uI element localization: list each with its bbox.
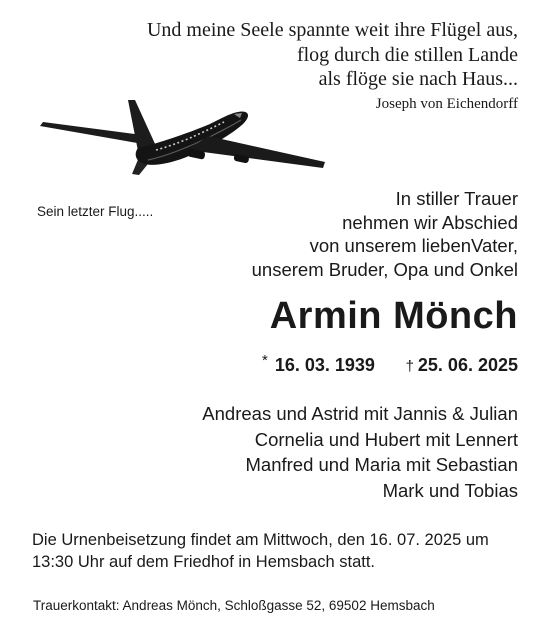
notice-line: Die Urnenbeisetzung findet am Mittwoch, den 16. 07. 2025 um <box>32 531 489 549</box>
cross-icon: † <box>405 358 414 375</box>
intro-line: unserem Bruder, Opa und Onkel <box>251 258 518 280</box>
notice-line: 13:30 Uhr auf dem Friedhof in Hemsbach statt. <box>32 553 376 571</box>
funeral-notice <box>32 529 489 573</box>
family-line: Andreas und Astrid mit Jannis & Julian <box>202 403 518 424</box>
airplane-icon <box>38 98 330 190</box>
birth-date-value: 16. 03. 1939 <box>274 355 375 375</box>
poem-line: flog durch die stillen Lande <box>296 43 518 66</box>
death-date <box>406 355 518 376</box>
family-line: Cornelia und Hubert mit Lennert <box>254 428 518 450</box>
poem-line: als flöge sie nach Haus... <box>318 68 518 90</box>
intro-line: von unserem liebenVater, <box>309 235 518 256</box>
mourning-intro <box>252 187 518 281</box>
poem-line: Und meine Seele spannte weit ihre Flügel aus, <box>146 19 518 41</box>
intro-line: In stiller Trauer <box>395 188 518 209</box>
image-caption: Sein letzter Flug..... <box>37 204 154 219</box>
family-line: Manfred und Maria mit Sebastian <box>245 454 518 475</box>
family-list <box>202 401 518 503</box>
poem-author: Joseph von Eichendorff <box>375 95 518 112</box>
death-date-value: 25. 06. 2025 <box>417 355 518 375</box>
deceased-name: Armin Mönch <box>269 295 518 337</box>
birth-date <box>262 352 375 376</box>
mourning-contact: Trauerkontakt: Andreas Mönch, Schloßgasse 52, 69502 Hemsbach <box>33 598 435 613</box>
family-line: Mark und Tobias <box>382 479 518 501</box>
birth-symbol: * <box>262 352 268 369</box>
intro-line: nehmen wir Abschied <box>342 211 518 233</box>
